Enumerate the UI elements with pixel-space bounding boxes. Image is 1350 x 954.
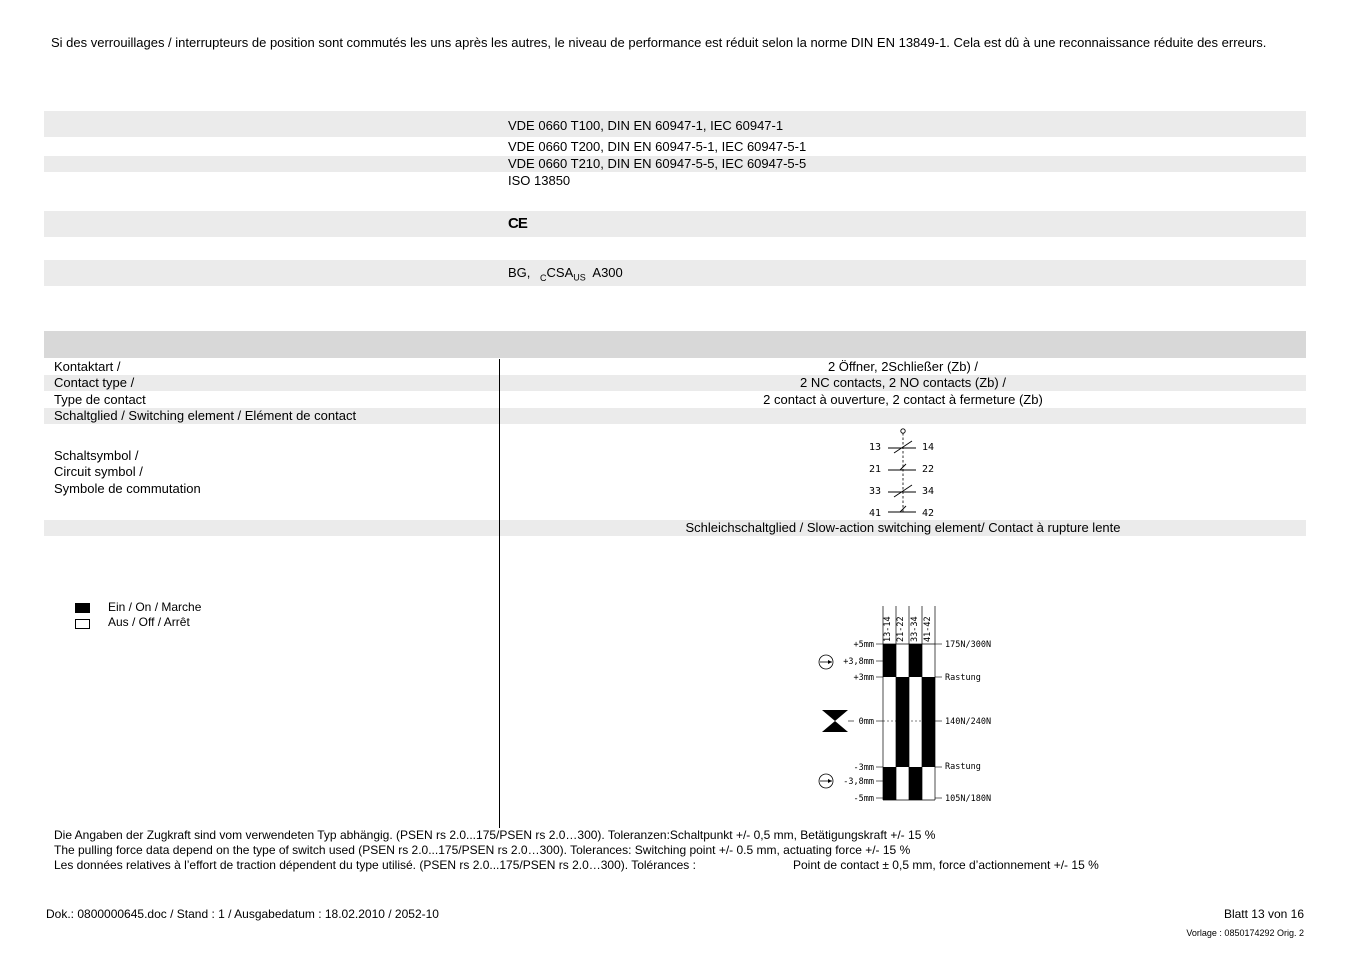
approvals-prefix: BG, <box>508 265 531 280</box>
diagram-pos-plus38: +3,8mm <box>843 657 874 667</box>
diagram-force-top: 175N/300N <box>945 640 992 650</box>
diagram-pos-plus5: +5mm <box>853 640 874 650</box>
diagram-col-21-22: 21-22 <box>896 616 906 642</box>
symbol-row-4-right: 42 <box>922 508 935 519</box>
symbol-row-2-left: 21 <box>869 464 882 475</box>
note-en: The pulling force data depend on the type of switch used (PSEN rs 2.0...175/PSEN rs 2.0…300). Tolerances: Switching point +/- 0.5 mm, actuating force +/- 15 % <box>54 843 911 857</box>
symbol-row-4-left: 41 <box>869 508 882 519</box>
symbol-row-3-left: 33 <box>869 486 882 497</box>
contact-value-en: 2 NC contacts, 2 NO contacts (Zb) / <box>800 375 1006 390</box>
symbol-row-1-right: 14 <box>922 442 935 453</box>
symbol-label-de: Schaltsymbol / <box>54 448 139 463</box>
symbol-label-en: Circuit symbol / <box>54 464 143 479</box>
band-ce <box>44 211 1306 237</box>
note-de: Die Angaben der Zugkraft sind vom verwendeten Typ abhängig. (PSEN rs 2.0...175/PSEN rs 2.0…300). Toleranzen:Schaltpunkt +/- 0,5 mm, Betätigungskraft +/- 15 % <box>54 828 936 842</box>
diagram-col-41-42: 41-42 <box>923 616 933 642</box>
slow-action-label: Schleichschaltglied / Slow-action switching element/ Contact à rupture lente <box>685 520 1121 535</box>
note-fr-b: Point de contact ± 0,5 mm, force d’actionnement +/- 15 % <box>793 858 1099 872</box>
standard-line-4: ISO 13850 <box>508 173 571 188</box>
contact-label-fr: Type de contact <box>54 392 146 407</box>
symbol-row-1-left: 13 <box>869 442 882 453</box>
contact-label-en: Contact type / <box>54 375 135 390</box>
contact-value-fr: 2 contact à ouverture, 2 contact à fermeture (Zb) <box>763 392 1043 407</box>
legend-off-label: Aus / Off / Arrêt <box>108 615 190 629</box>
note-fr-a: Les données relatives à l’effort de traction dépendent du type utilisé. (PSEN rs 2.0...175/PSEN rs 2.0…300). Tolérances : <box>54 858 696 872</box>
section-header-band <box>44 331 1306 358</box>
symbol-label-fr: Symbole de commutation <box>54 481 201 496</box>
switching-element-label: Schaltglied / Switching element / Elément de contact <box>54 408 357 423</box>
diagram-pos-minus38: -3,8mm <box>843 777 874 787</box>
actuator-position-icon <box>822 710 854 732</box>
diagram-col-33-34: 33-34 <box>910 616 920 642</box>
contact-label-de: Kontaktart / <box>54 359 121 374</box>
diagram-detent-top: Rastung <box>945 673 981 683</box>
approvals-suffix: A300 <box>592 265 623 280</box>
column-divider <box>499 359 500 828</box>
standard-line-3: VDE 0660 T210, DIN EN 60947-5-5, IEC 60947-5-5 <box>508 156 807 171</box>
band-approvals <box>44 260 1306 286</box>
symbol-row-2-right: 22 <box>922 464 935 475</box>
approvals-sub-c: C <box>540 272 547 283</box>
diagram-detent-bottom: Rastung <box>945 762 981 772</box>
approvals-csa: CSA <box>546 265 574 280</box>
switch-point-bottom-icon <box>819 774 833 788</box>
contact-value-de: 2 Öffner, 2Schließer (Zb) / <box>827 359 979 374</box>
diagram-force-bottom: 105N/180N <box>945 794 992 804</box>
diagram-pos-plus3: +3mm <box>853 673 874 683</box>
diagram-pos-minus3: -3mm <box>853 763 874 773</box>
ce-mark: CE <box>508 215 527 232</box>
symbol-row-3-right: 34 <box>922 486 935 497</box>
standard-line-1: VDE 0660 T100, DIN EN 60947-1, IEC 60947-1 <box>508 118 784 133</box>
intro-paragraph: Si des verrouillages / interrupteurs de position sont commutés les uns après les autres, le niveau de performance est réduit selon la norme DIN EN 13849-1. Cela est dû à une reconnaissance réduite des erreurs. <box>51 35 1267 50</box>
diagram-pos-0: 0mm <box>858 717 874 727</box>
diagram-col-13-14: 13-14 <box>883 616 893 642</box>
diagram-pos-minus5: -5mm <box>853 794 874 804</box>
legend-off-swatch <box>75 619 90 629</box>
legend-on-label: Ein / On / Marche <box>108 600 202 614</box>
standard-line-2: VDE 0660 T200, DIN EN 60947-5-1, IEC 60947-5-1 <box>508 139 807 154</box>
approvals <box>508 265 623 286</box>
switching-diagram <box>812 604 1012 806</box>
approvals-sub-us: US <box>573 272 586 283</box>
footer-document-info: Dok.: 0800000645.doc / Stand : 1 / Ausgabedatum : 18.02.2010 / 2052-10 <box>46 907 439 921</box>
footer-template: Vorlage : 0850174292 Orig. 2 <box>1186 928 1304 938</box>
footer-page-number: Blatt 13 von 16 <box>1223 907 1304 921</box>
switch-point-top-icon <box>819 655 833 669</box>
diagram-force-mid: 140N/240N <box>945 717 992 727</box>
legend-on-swatch <box>75 603 90 613</box>
circuit-symbol <box>860 426 950 520</box>
